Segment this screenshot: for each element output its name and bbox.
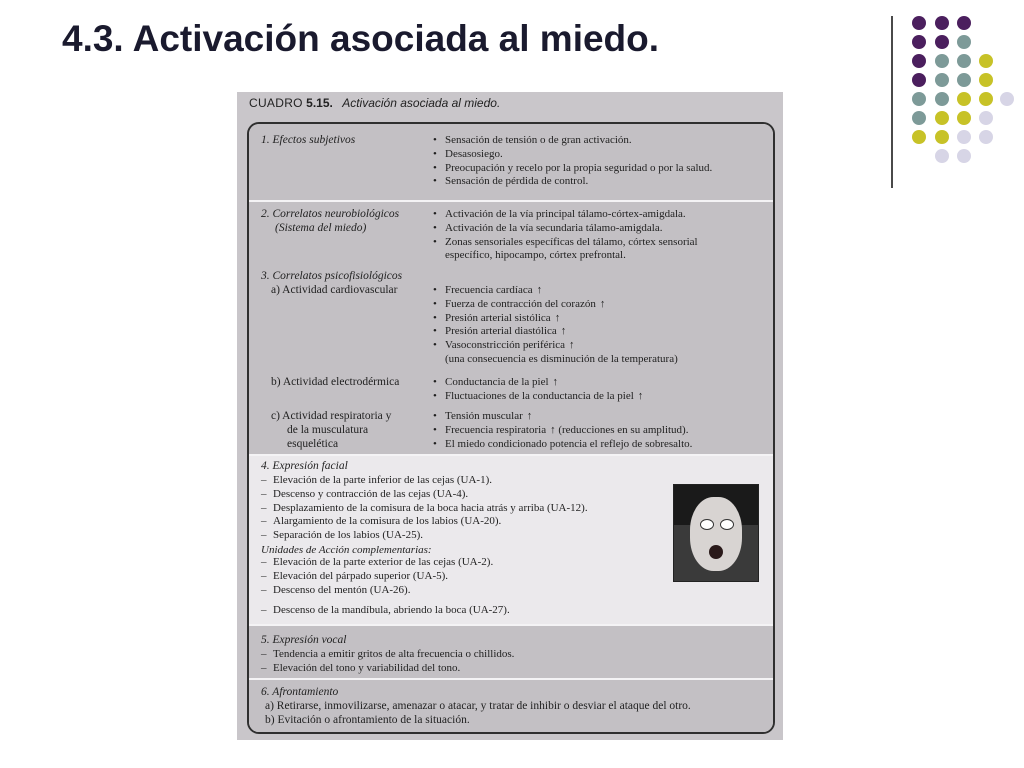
section-label: 4. Expresión facial [261, 460, 348, 472]
section-label: 6. Afrontamiento [261, 686, 339, 698]
decorative-dot [935, 130, 949, 144]
sublabel-cardiovascular: a) Actividad cardiovascular [271, 284, 398, 296]
sublabel-respiratory-line2: de la musculatura [287, 424, 369, 436]
list-item-continuation: específico, hipocampo, córtex prefrontal. [445, 249, 626, 262]
sublabel-electrodermal: b) Actividad electrodérmica [271, 376, 400, 388]
list-item: • Fuerza de contracción del corazón ↑ [433, 297, 606, 310]
section-label: 5. Expresión vocal [261, 634, 347, 646]
decorative-dot [935, 149, 949, 163]
caption-number: 5.15. [306, 96, 333, 110]
section-facial-expression-tail [249, 604, 773, 624]
section-sublabel: (Sistema del miedo) [275, 222, 367, 234]
respiratory-items [433, 410, 692, 451]
list-item: • Presión arterial sistólica ↑ [433, 311, 561, 324]
coping-item-a: a) Retirarse, inmovilizarse, amenazar o atacar, y tratar de inhibir o desviar el ataque del otro. [265, 700, 691, 712]
arrow-up-icon: ↑ [637, 389, 644, 402]
list-item: • Vasoconstricción periférica ↑ [433, 339, 575, 352]
section-subjective-effects [249, 124, 773, 200]
decorative-dot [957, 92, 971, 106]
decorative-dot [957, 111, 971, 125]
decorative-dot [957, 73, 971, 87]
list-item: • Frecuencia respiratoria ↑ (reducciones en su amplitud). [433, 423, 689, 436]
list-item: • Tensión muscular ↑ [433, 410, 533, 422]
list-item: • El miedo condicionado potencia el reflejo de sobresalto. [433, 437, 693, 450]
list-item: – Descenso del mentón (UA-26). [261, 583, 411, 596]
decorative-dot [912, 92, 926, 106]
arrow-up-icon: ↑ [554, 311, 561, 324]
list-item: • Fluctuaciones de la conductancia de la piel ↑ [433, 389, 644, 402]
section-coping [249, 680, 773, 732]
arrow-up-icon: ↑ [550, 423, 556, 436]
arrow-up-icon: ↑ [526, 410, 533, 422]
sublabel-respiratory-line3: esquelética [287, 438, 339, 450]
cardiovascular-items [433, 284, 678, 367]
list-item: • Conductancia de la piel ↑ [433, 376, 559, 388]
fear-face-photo [673, 484, 759, 582]
decorative-dot [979, 92, 993, 106]
list-item: • Zonas sensoriales específicas del tálamo, córtex sensorial [433, 235, 698, 248]
arrow-up-icon: ↑ [536, 284, 543, 296]
decorative-dot [935, 54, 949, 68]
list-item: • Sensación de tensión o de gran activación. [433, 134, 632, 146]
list-item: – Tendencia a emitir gritos de alta frecuencia o chillidos. [261, 648, 515, 660]
decorative-dot [935, 92, 949, 106]
decorative-dot [912, 16, 926, 30]
list-item: – Descenso y contracción de las cejas (UA-4). [261, 487, 469, 500]
section-facial-expression [249, 456, 773, 604]
list-item: – Elevación de la parte inferior de las cejas (UA-1). [261, 474, 492, 486]
list-item: – Elevación del párpado superior (UA-5). [261, 569, 449, 582]
list-item: – Descenso de la mandíbula, abriendo la boca (UA-27). [261, 604, 510, 616]
decorative-divider [891, 16, 893, 188]
decorative-dot [935, 16, 949, 30]
list-item: – Elevación de la parte exterior de las cejas (UA-2). [261, 556, 494, 568]
list-item: • Activación de la vía principal tálamo-córtex-amigdala. [433, 208, 686, 220]
complementary-items-last [261, 604, 510, 618]
complementary-subheading: Unidades de Acción complementarias: [261, 544, 432, 556]
coping-item-b: b) Evitación o afrontamiento de la situación. [265, 714, 470, 726]
table-frame [247, 122, 775, 734]
section-label: 2. Correlatos neurobiológicos [261, 208, 400, 220]
list-item: – Elevación del tono y variabilidad del tono. [261, 661, 461, 674]
section-items [433, 208, 698, 263]
vocal-items [261, 648, 514, 676]
list-item: • Preocupación y recelo por la propia seguridad o por la salud. [433, 161, 713, 174]
arrow-up-icon: ↑ [599, 297, 606, 310]
decorative-dot [912, 73, 926, 87]
section-items [433, 134, 712, 189]
electrodermal-items [433, 376, 643, 404]
list-item-continuation: (una consecuencia es disminución de la temperatura) [445, 352, 678, 365]
arrow-up-icon: ↑ [569, 339, 575, 352]
decorative-dot [957, 16, 971, 30]
decorative-dot [957, 54, 971, 68]
list-item: – Desplazamiento de la comisura de la boca hacia atrás y arriba (UA-12). [261, 501, 588, 514]
decorative-dot [957, 35, 971, 49]
list-item: • Activación de la vía secundaria tálamo-amigdala. [433, 221, 663, 234]
list-item: • Presión arterial diastólica ↑ [433, 325, 567, 338]
list-item: • Sensación de pérdida de control. [433, 175, 589, 188]
decorative-dot [912, 130, 926, 144]
sublabel-respiratory: c) Actividad respiratoria y [271, 410, 392, 422]
decorative-dot [979, 111, 993, 125]
section-psychophysiological [249, 264, 773, 454]
list-item: • Frecuencia cardíaca ↑ [433, 284, 543, 296]
decorative-dot [979, 130, 993, 144]
decorative-dot [979, 73, 993, 87]
section-neurobiological [249, 202, 773, 264]
facial-items [261, 474, 588, 543]
section-vocal-expression [249, 626, 773, 678]
decorative-dot [957, 149, 971, 163]
section-label: 1. Efectos subjetivos [261, 134, 356, 146]
complementary-items [261, 556, 493, 597]
table-caption [249, 96, 500, 110]
arrow-up-icon: ↑ [552, 376, 559, 388]
decorative-dot [935, 73, 949, 87]
section-label: 3. Correlatos psicofisiológicos [261, 270, 403, 282]
slide-title: 4.3. Activación asociada al miedo. [62, 18, 660, 59]
decorative-dot [935, 111, 949, 125]
list-item: • Desasosiego. [433, 147, 503, 160]
decorative-dot [935, 35, 949, 49]
scanned-table-image [237, 92, 783, 740]
caption-text: Activación asociada al miedo. [342, 96, 501, 110]
decorative-dot [979, 54, 993, 68]
decorative-dot [912, 35, 926, 49]
decorative-dot [957, 130, 971, 144]
decorative-dot [1000, 92, 1014, 106]
caption-word: CUADRO [249, 96, 303, 110]
arrow-up-icon: ↑ [560, 325, 567, 338]
decorative-dot [912, 54, 926, 68]
list-item: – Separación de los labios (UA-25). [261, 529, 423, 542]
decorative-dot [912, 111, 926, 125]
list-item: – Alargamiento de la comisura de los labios (UA-20). [261, 515, 502, 528]
